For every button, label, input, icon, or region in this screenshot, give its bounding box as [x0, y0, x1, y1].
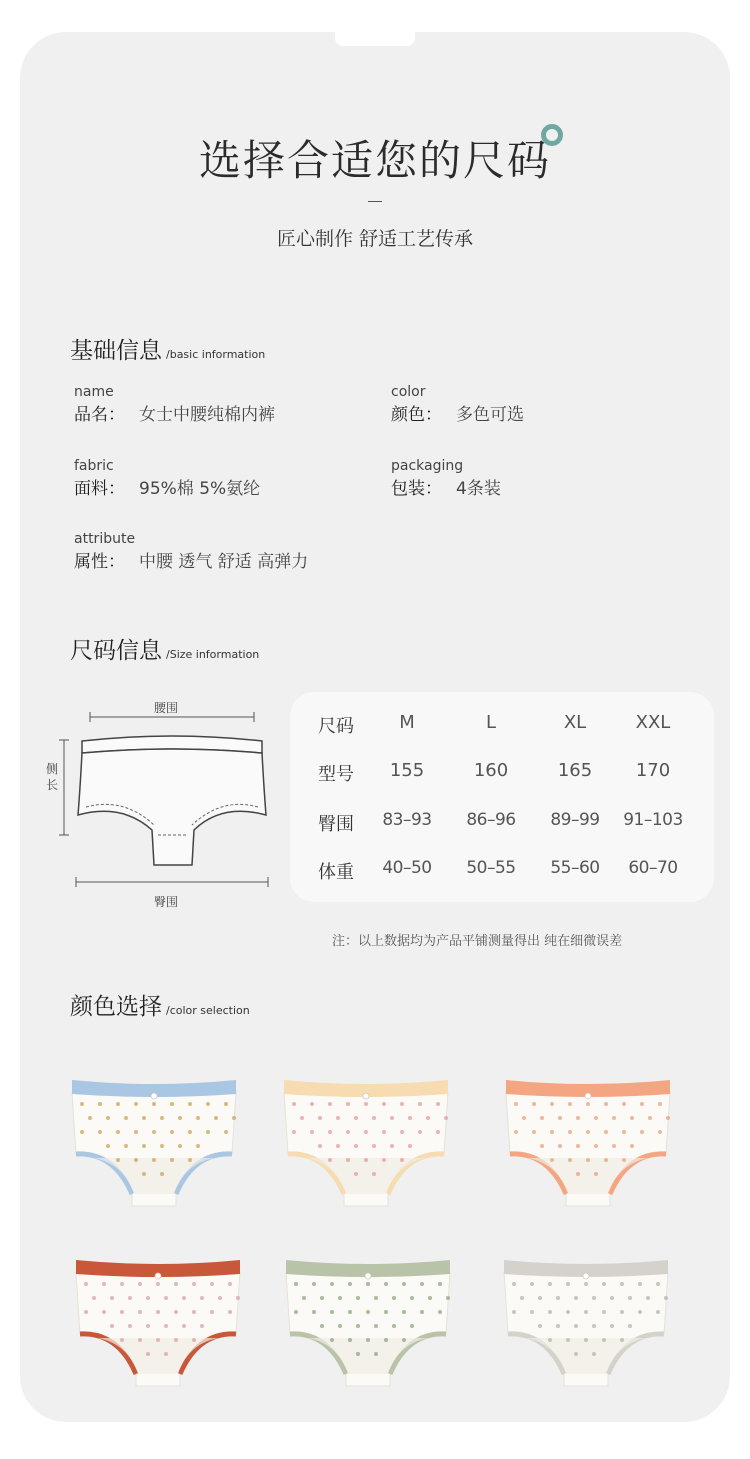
top-notch: [335, 32, 415, 46]
info-name-label: 品名：: [74, 405, 125, 425]
ring-decoration-icon: [541, 124, 563, 146]
info-packaging-en: packaging: [391, 458, 464, 474]
basic-section-heading: [70, 332, 265, 365]
size-cell: 89–99: [550, 810, 600, 830]
color-option-briefs-icon[interactable]: [64, 1074, 244, 1214]
color-option-briefs-icon[interactable]: [496, 1254, 676, 1394]
size-cell: M: [399, 712, 415, 733]
size-note: 注：以上数据均为产品平铺测量得出 纯在细微误差: [332, 934, 623, 949]
color-section-title: 颜色选择: [70, 994, 162, 1020]
size-cell: 155: [389, 760, 425, 781]
page-title: 选择合适您的尺码: [198, 136, 551, 185]
color-option-briefs-icon[interactable]: [276, 1074, 456, 1214]
color-option-briefs-icon[interactable]: [278, 1254, 458, 1394]
color-section-subtitle: /color selection: [166, 1004, 250, 1017]
size-diagram: [42, 695, 282, 915]
size-section-heading: [70, 632, 259, 665]
size-cell: 40–50: [382, 858, 432, 878]
info-name: [74, 384, 275, 425]
size-row-label: 尺码: [318, 716, 354, 737]
size-cell: 55–60: [550, 858, 600, 878]
size-cell: 86–96: [466, 810, 516, 830]
info-color-en: color: [391, 384, 426, 400]
color-section-heading: [70, 988, 250, 1021]
info-packaging-label: 包装：: [391, 479, 442, 499]
info-name-value: 女士中腰纯棉内裤: [139, 405, 275, 425]
color-option-briefs-icon[interactable]: [498, 1074, 678, 1214]
size-cell: 50–55: [466, 858, 516, 878]
size-cell: 165: [557, 760, 593, 781]
size-cell: 83–93: [382, 810, 432, 830]
info-attribute-value: 中腰 透气 舒适 高弹力: [139, 552, 309, 572]
size-row-label: 型号: [318, 764, 354, 785]
info-name-en: name: [74, 384, 114, 400]
info-color-label: 颜色：: [391, 405, 442, 425]
size-table: [290, 692, 714, 902]
info-fabric: [74, 458, 260, 499]
size-cell: XL: [563, 712, 587, 733]
size-section-title: 尺码信息: [70, 638, 162, 664]
size-cell: L: [485, 712, 497, 733]
divider: [368, 201, 382, 202]
size-section-subtitle: /Size information: [166, 648, 260, 661]
size-cell: 170: [635, 760, 671, 781]
page-subtitle: 匠心制作 舒适工艺传承: [276, 228, 474, 250]
size-cell: 91–103: [623, 810, 683, 830]
size-row-label: 臀围: [318, 814, 354, 835]
info-fabric-en: fabric: [74, 458, 114, 474]
info-color: [391, 384, 524, 425]
basic-section-subtitle: /basic information: [166, 348, 266, 361]
color-option-briefs-icon[interactable]: [68, 1254, 248, 1394]
side-length-label: 侧长: [46, 762, 59, 792]
briefs-outline-icon: [42, 695, 282, 915]
info-fabric-value: 95%棉 5%氨纶: [139, 479, 261, 499]
info-attribute: [74, 531, 308, 572]
info-attribute-label: 属性：: [74, 552, 125, 572]
info-attribute-en: attribute: [74, 531, 136, 547]
size-cell: 60–70: [628, 858, 678, 878]
info-packaging: [391, 458, 501, 499]
info-packaging-value: 4条装: [456, 479, 501, 499]
info-color-value: 多色可选: [456, 405, 524, 425]
basic-section-title: 基础信息: [70, 338, 162, 364]
info-fabric-label: 面料：: [74, 479, 125, 499]
waist-label: 腰围: [154, 701, 179, 715]
size-cell: XXL: [635, 712, 671, 733]
hip-label: 臀围: [154, 895, 179, 909]
size-cell: 160: [473, 760, 509, 781]
size-row-label: 体重: [318, 862, 354, 883]
